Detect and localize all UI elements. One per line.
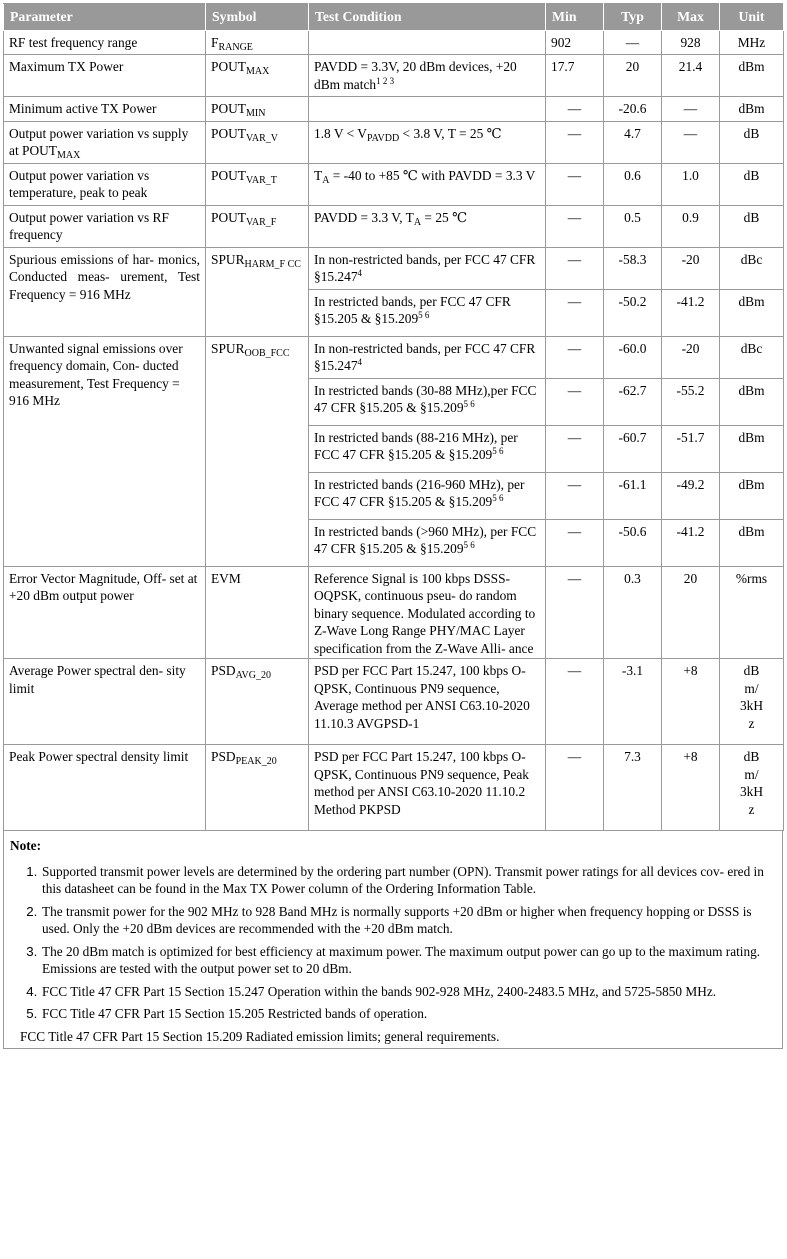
table-row [4,163,784,205]
symbol-cell: EVM [206,566,309,659]
condition-cell: In restricted bands (88-216 MHz), per FCC 47 CFR §15.205 & $\S 15.209^{5 6}$ [309,425,546,472]
note-extra: FCC Title 47 CFR Part 15 Section 15.209 Radiated emission limits; general requirements. [20,1028,500,1044]
table-row [4,659,784,745]
min-cell: — [546,425,604,472]
param-cell: RF test frequency range [4,30,206,55]
unit-cell: dBc [720,336,784,378]
header-max: Max [662,4,720,31]
min-cell: — [546,247,604,289]
max-cell: +8 [662,659,720,745]
unit-cell: MHz [720,30,784,55]
max-cell: -41.2 [662,519,720,566]
note-item: 4. FCC Title 47 CFR Part 15 Section 15.247 Operation within the bands 902-928 MHz, 2400-2483.5 MHz, and 5725-5850 MHz. [41,983,770,1001]
symbol-cell: $POUT_{MAX}$ [206,55,309,97]
param-cell: Error Vector Magnitude, Off- set at +20 dBm output power [4,566,206,659]
typ-cell: 4.7 [604,121,662,163]
condition-cell: In restricted bands (30-88 MHz),per FCC 47 CFR §15.205 & $\S 15.209^{5 6}$ [309,378,546,425]
typ-cell: -50.6 [604,519,662,566]
header-typ: Typ [604,4,662,31]
param-cell: Output power variation vs temperature, peak to peak [4,163,206,205]
min-cell: — [546,121,604,163]
max-cell: — [662,97,720,122]
header-parameter: Parameter [4,4,206,31]
typ-cell: 0.5 [604,205,662,247]
table-row [4,247,784,289]
typ-cell: -61.1 [604,472,662,519]
max-cell: -51.7 [662,425,720,472]
max-cell: -20 [662,247,720,289]
notes-list [4,863,782,1023]
min-cell: — [546,472,604,519]
max-cell: 928 [662,30,720,55]
max-cell: 0.9 [662,205,720,247]
note-item: 5. FCC Title 47 CFR Part 15 Section 15.205 Restricted bands of operation. [41,1005,770,1023]
unit-cell: dBm [720,289,784,336]
typ-cell: -50.2 [604,289,662,336]
unit-cell: dB [720,163,784,205]
table-row [4,205,784,247]
min-cell: 17.7 [546,55,604,97]
typ-cell: -60.7 [604,425,662,472]
header-min: Min [546,4,604,31]
condition-cell: 1.8 $V < V_{PAVDD} < 3.8$ V, T = 25 ℃ [309,121,546,163]
table-row [4,55,784,97]
max-cell: -41.2 [662,289,720,336]
rf-spec-table [3,3,784,831]
typ-cell: — [604,30,662,55]
unit-cell: %rms [720,566,784,659]
unit-cell: dBm [720,472,784,519]
symbol-cell: $POUT_{VAR\_V}$ [206,121,309,163]
param-cell: Output power variation vs supply at $POUT_{MAX}$ [4,121,206,163]
symbol-cell: $POUT_{MIN}$ [206,97,309,122]
typ-cell: 7.3 [604,745,662,831]
param-cell: Unwanted signal emissions over frequency domain, Con- ducted measurement, Test Frequency = 916 MHz [4,336,206,566]
symbol-cell: $PSD_{PEAK\_20}$ [206,745,309,831]
max-cell: -55.2 [662,378,720,425]
max-cell: +8 [662,745,720,831]
min-cell: — [546,566,604,659]
typ-cell: 0.6 [604,163,662,205]
min-cell: — [546,659,604,745]
notes-title: Note: [10,838,42,853]
param-cell: Output power variation vs RF frequency [4,205,206,247]
unit-cell: dB m/ 3kH z [720,659,784,745]
condition-cell [309,97,546,122]
symbol-cell: $POUT_{VAR\_F}$ [206,205,309,247]
condition-cell: PAVDD = 3.3V, 20 dBm devices, +20 dBm match$^{1 2 3}$ [309,55,546,97]
param-cell: Spurious emissions of har- monics, Conducted meas- urement, Test Frequency = 916 MHz [4,247,206,336]
symbol-cell: $F_{RANGE}$ [206,30,309,55]
symbol-cell: $SPUR_{HARM\_F CC}$ [206,247,309,336]
table-row [4,121,784,163]
max-cell: -49.2 [662,472,720,519]
unit-cell: dB [720,205,784,247]
max-cell: — [662,121,720,163]
param-cell: Minimum active TX Power [4,97,206,122]
typ-cell: 0.3 [604,566,662,659]
condition-cell: PSD per FCC Part 15.247, 100 kbps O-QPSK, Continuous PN9 sequence, Average method per ANSI C63.10-2020 11.10.3 AVGPSD-1 [309,659,546,745]
table-row [4,745,784,831]
symbol-cell: $PSD_{AVG\_20}$ [206,659,309,745]
condition-cell: In restricted bands (216-960 MHz), per FCC 47 CFR §15.205 & $\S 15.209^{5 6}$ [309,472,546,519]
note-item: 3. The 20 dBm match is optimized for best efficiency at maximum power. The maximum output power can go up to the maximum rating. Emissions are tested with the output power set to 20 dBm. [41,943,770,978]
min-cell: — [546,289,604,336]
header-test-condition: Test Condition [309,4,546,31]
table-row [4,336,784,378]
unit-cell: dB m/ 3kH z [720,745,784,831]
min-cell: 902 [546,30,604,55]
symbol-cell: $POUT_{VAR\_T}$ [206,163,309,205]
unit-cell: dBc [720,247,784,289]
typ-cell: -62.7 [604,378,662,425]
table-row [4,566,784,659]
header-symbol: Symbol [206,4,309,31]
unit-cell: dBm [720,55,784,97]
unit-cell: dBm [720,97,784,122]
max-cell: 21.4 [662,55,720,97]
condition-cell: In non-restricted bands, per FCC 47 CFR §15.247$^4$ [309,336,546,378]
note-item: 1. Supported transmit power levels are determined by the ordering part number (OPN). Transmit power ratings for all devices cov- ered in this datasheet can be found in the Max TX Power column of the Ordering Information Table. [41,863,770,898]
symbol-cell: $SPUR_{OOB\_FCC}$ [206,336,309,566]
min-cell: — [546,745,604,831]
table-row [4,97,784,122]
typ-cell: -3.1 [604,659,662,745]
condition-cell [309,30,546,55]
condition-cell: PSD per FCC Part 15.247, 100 kbps O-QPSK, Continuous PN9 sequence, Peak method per ANSI C63.10-2020 11.10.2 Method PKPSD [309,745,546,831]
param-cell: Average Power spectral den- sity limit [4,659,206,745]
typ-cell: -60.0 [604,336,662,378]
min-cell: — [546,163,604,205]
typ-cell: -58.3 [604,247,662,289]
typ-cell: -20.6 [604,97,662,122]
min-cell: — [546,336,604,378]
min-cell: — [546,97,604,122]
notes-box [3,831,783,1049]
condition-cell: In restricted bands, per FCC 47 CFR §15.205 & $\S 15.209^{5 6}$ [309,289,546,336]
header-unit: Unit [720,4,784,31]
note-item: 2. The transmit power for the 902 MHz to 928 Band MHz is normally supports +20 dBm or higher when frequency hopping or DSSS is used. Only the +20 dBm devices are recommended with the +20 dBm match. [41,903,770,938]
max-cell: 20 [662,566,720,659]
spec-table-container [3,3,783,1049]
min-cell: — [546,205,604,247]
max-cell: 1.0 [662,163,720,205]
param-cell: Peak Power spectral density limit [4,745,206,831]
unit-cell: dB [720,121,784,163]
min-cell: — [546,378,604,425]
unit-cell: dBm [720,425,784,472]
condition-cell: In non-restricted bands, per FCC 47 CFR §15.247$^4$ [309,247,546,289]
condition-cell: $T_A = -40$ to +85 ℃ with PAVDD = 3.3 V [309,163,546,205]
unit-cell: dBm [720,519,784,566]
unit-cell: dBm [720,378,784,425]
table-row [4,30,784,55]
condition-cell: Reference Signal is 100 kbps DSSS-OQPSK, continuous pseu- do random binary sequence. Modulated according to Z-Wave Long Range PHY/MAC Layer specification from the Z-Wave Alli- ance [309,566,546,659]
header-row [4,4,784,31]
param-cell: Maximum TX Power [4,55,206,97]
typ-cell: 20 [604,55,662,97]
max-cell: -20 [662,336,720,378]
condition-cell: PAVDD = 3.3 V, $T_A = 25$ ℃ [309,205,546,247]
condition-cell: In restricted bands (>960 MHz), per FCC 47 CFR §15.205 & $\S 15.209^{5 6}$ [309,519,546,566]
min-cell: — [546,519,604,566]
